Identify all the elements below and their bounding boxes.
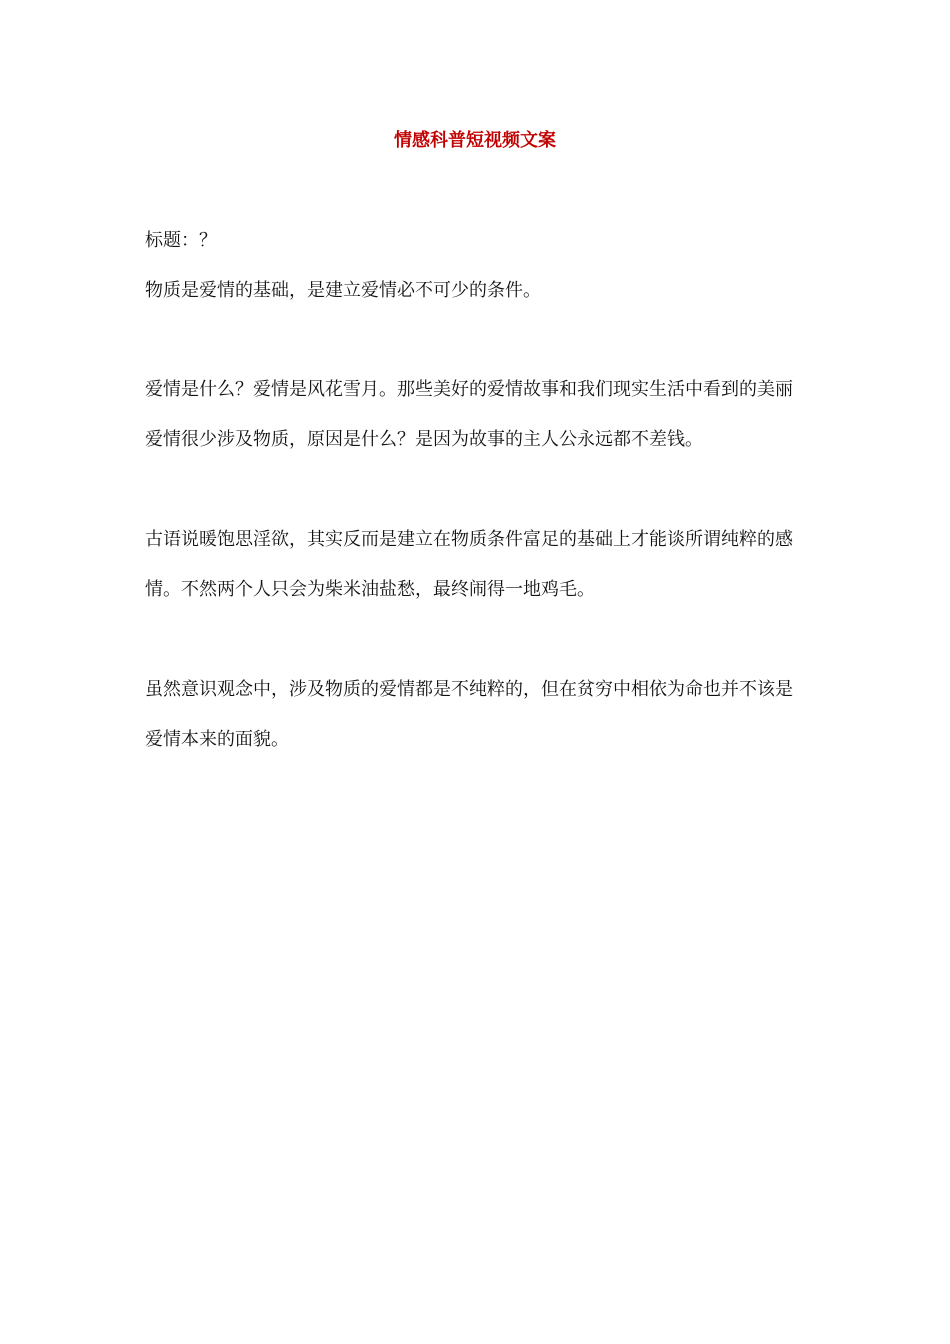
paragraph-3: 虽然意识观念中，涉及物质的爱情都是不纯粹的，但在贫穷中相依为命也并不该是爱情本来的面貌。 <box>145 679 793 750</box>
paragraph-2: 古语说暖饱思淫欲，其实反而是建立在物质条件富足的基础上才能谈所谓纯粹的感情。不然两个人只会为柴米油盐愁，最终闹得一地鸡毛。 <box>145 529 793 600</box>
intro-paragraph: 物质是爱情的基础，是建立爱情必不可少的条件。 <box>145 280 541 301</box>
document-subtitle: 标题：？ <box>145 230 217 251</box>
document-title: 情感科普短视频文案 <box>394 130 556 151</box>
paragraph-1: 爱情是什么？爱情是风花雪月。那些美好的爱情故事和我们现实生活中看到的美丽爱情很少涉及物质，原因是什么？是因为故事的主人公永远都不差钱。 <box>145 379 793 450</box>
